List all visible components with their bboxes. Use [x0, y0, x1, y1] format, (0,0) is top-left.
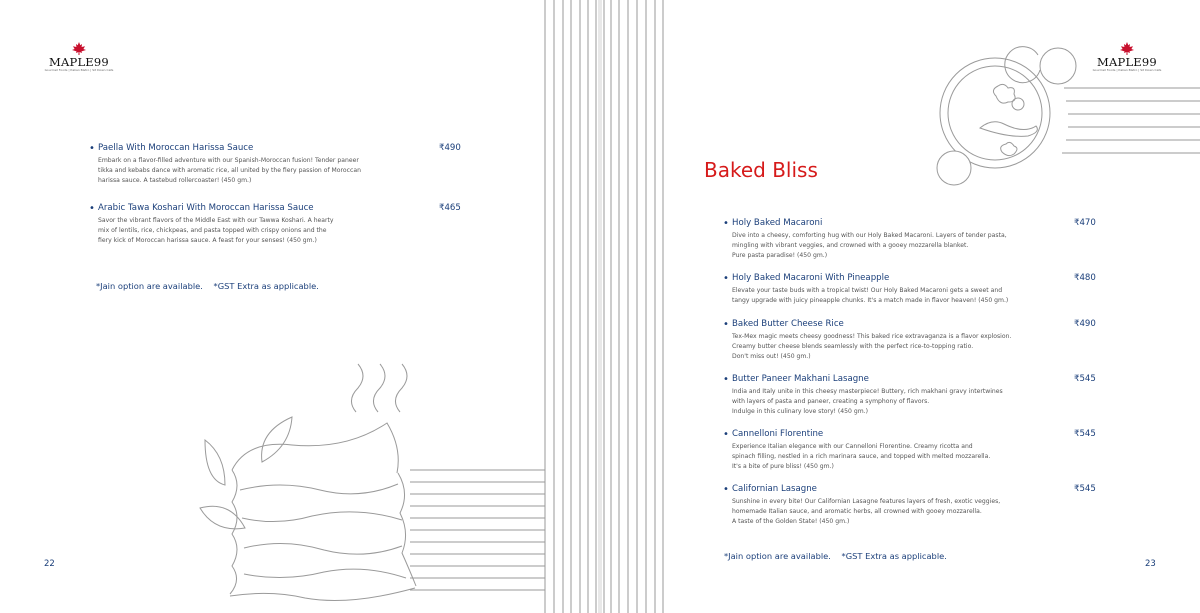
- gst-note: *GST Extra as applicable.: [841, 551, 947, 561]
- brand-logo: [44, 42, 114, 72]
- menu-item: [723, 428, 1095, 472]
- bullet-icon: •: [723, 429, 729, 440]
- item-name: Butter Paneer Makhani Lasagne: [732, 374, 869, 384]
- item-description: Sunshine in every bite! Our Californian Lasagne features layers of fresh, exotic veggies, homemade Italian sauce, and aromatic herbs, all crowned with gooey mozzarella. A taste of the Golden State! (450 gm.): [732, 498, 1001, 525]
- lasagna-slice-icon: [200, 364, 416, 600]
- footnote: [96, 281, 319, 291]
- menu-item: [723, 272, 1095, 306]
- left-decoration: [0, 0, 598, 613]
- bullet-icon: •: [723, 273, 729, 284]
- item-price: ₹545: [1074, 374, 1096, 384]
- gst-note: *GST Extra as applicable.: [213, 281, 319, 291]
- menu-page-left: [0, 0, 598, 613]
- item-description: India and Italy unite in this cheesy masterpiece! Buttery, rich makhani gravy intertwines with layers of pasta and paneer, creating a symphony of flavors. Indulge in this culinary love story! (450 gm.): [732, 388, 1003, 415]
- menu-item: [723, 217, 1095, 261]
- item-name: Californian Lasagne: [732, 484, 817, 494]
- bullet-icon: •: [89, 143, 95, 154]
- item-name: Paella With Moroccan Harissa Sauce: [98, 143, 254, 153]
- item-price: ₹545: [1074, 429, 1096, 439]
- item-price: ₹465: [439, 203, 461, 213]
- page-number: 22: [44, 559, 55, 569]
- menu-item: [723, 483, 1095, 527]
- item-description: Savor the vibrant flavors of the Middle East with our Tawwa Koshari. A hearty mix of lentils, rice, chickpeas, and pasta topped with crispy onions and the fiery kick of Moroccan harissa sauce. A feast for your senses! (450 gm.): [98, 217, 334, 244]
- item-description: Dive into a cheesy, comforting hug with our Holy Baked Macaroni. Layers of tender pasta, mingling with vibrant veggies, and crowned with a gooey mozzarella blanket. Pure pasta paradise! (450 gm.): [732, 232, 1007, 259]
- item-name: Baked Butter Cheese Rice: [732, 319, 844, 329]
- jain-note: *Jain option are available.: [724, 551, 831, 561]
- item-description: Elevate your taste buds with a tropical twist! Our Holy Baked Macaroni gets a sweet and tangy upgrade with juicy pineapple chunks. It's a match made in flavor heaven! (450 gm.): [732, 287, 1009, 304]
- maple-leaf-icon: [1119, 42, 1135, 55]
- menu-item: [723, 373, 1095, 417]
- item-name: Cannelloni Florentine: [732, 429, 824, 439]
- item-price: ₹470: [1074, 218, 1096, 228]
- item-name: Holy Baked Macaroni With Pineapple: [732, 273, 890, 283]
- logo-tagline: Gourmet Foods | Italian Bistro | Sit Down Cafe: [1092, 68, 1162, 72]
- bullet-icon: •: [723, 218, 729, 229]
- item-price: ₹490: [1074, 319, 1096, 329]
- item-price: ₹545: [1074, 484, 1096, 494]
- logo-wordmark: MAPLE99: [1097, 55, 1157, 69]
- bullet-icon: •: [723, 484, 729, 495]
- menu-item: [723, 318, 1095, 362]
- item-name: Holy Baked Macaroni: [732, 218, 823, 228]
- logo-tagline: Gourmet Foods | Italian Bistro | Sit Down Cafe: [44, 68, 114, 72]
- logo-wordmark: MAPLE99: [49, 55, 109, 69]
- maple-leaf-icon: [71, 42, 87, 55]
- item-price: ₹480: [1074, 273, 1096, 283]
- menu-item: [89, 142, 461, 186]
- menu-item: [89, 202, 461, 246]
- section-title: Baked Bliss: [704, 158, 818, 182]
- bullet-icon: •: [89, 203, 95, 214]
- baked-dish-bowl-icon: [937, 47, 1076, 185]
- bullet-icon: •: [723, 374, 729, 385]
- jain-note: *Jain option are available.: [96, 281, 203, 291]
- menu-page-right: [602, 0, 1200, 613]
- brand-logo: [1092, 42, 1162, 72]
- page-number: 23: [1145, 559, 1156, 569]
- item-name: Arabic Tawa Koshari With Moroccan Harissa Sauce: [98, 203, 314, 213]
- footnote: [724, 551, 947, 561]
- item-description: Experience Italian elegance with our Cannelloni Florentine. Creamy ricotta and spinach filling, nestled in a rich marinara sauce, and topped with melted mozzarella. It's a bite of pure bliss! (450 gm.): [732, 443, 991, 470]
- bullet-icon: •: [723, 319, 729, 330]
- item-description: Tex-Mex magic meets cheesy goodness! This baked rice extravaganza is a flavor explosion. Creamy butter cheese blends seamlessly with the perfect rice-to-topping ratio. Don't miss out! (450 gm.): [732, 333, 1012, 360]
- item-price: ₹490: [439, 143, 461, 153]
- item-description: Embark on a flavor-filled adventure with our Spanish-Moroccan fusion! Tender paneer tikka and kebabs dance with aromatic rice, all united by the fiery passion of Moroccan harissa sauce. A tastebud rollercoaster! (450 gm.): [98, 157, 361, 184]
